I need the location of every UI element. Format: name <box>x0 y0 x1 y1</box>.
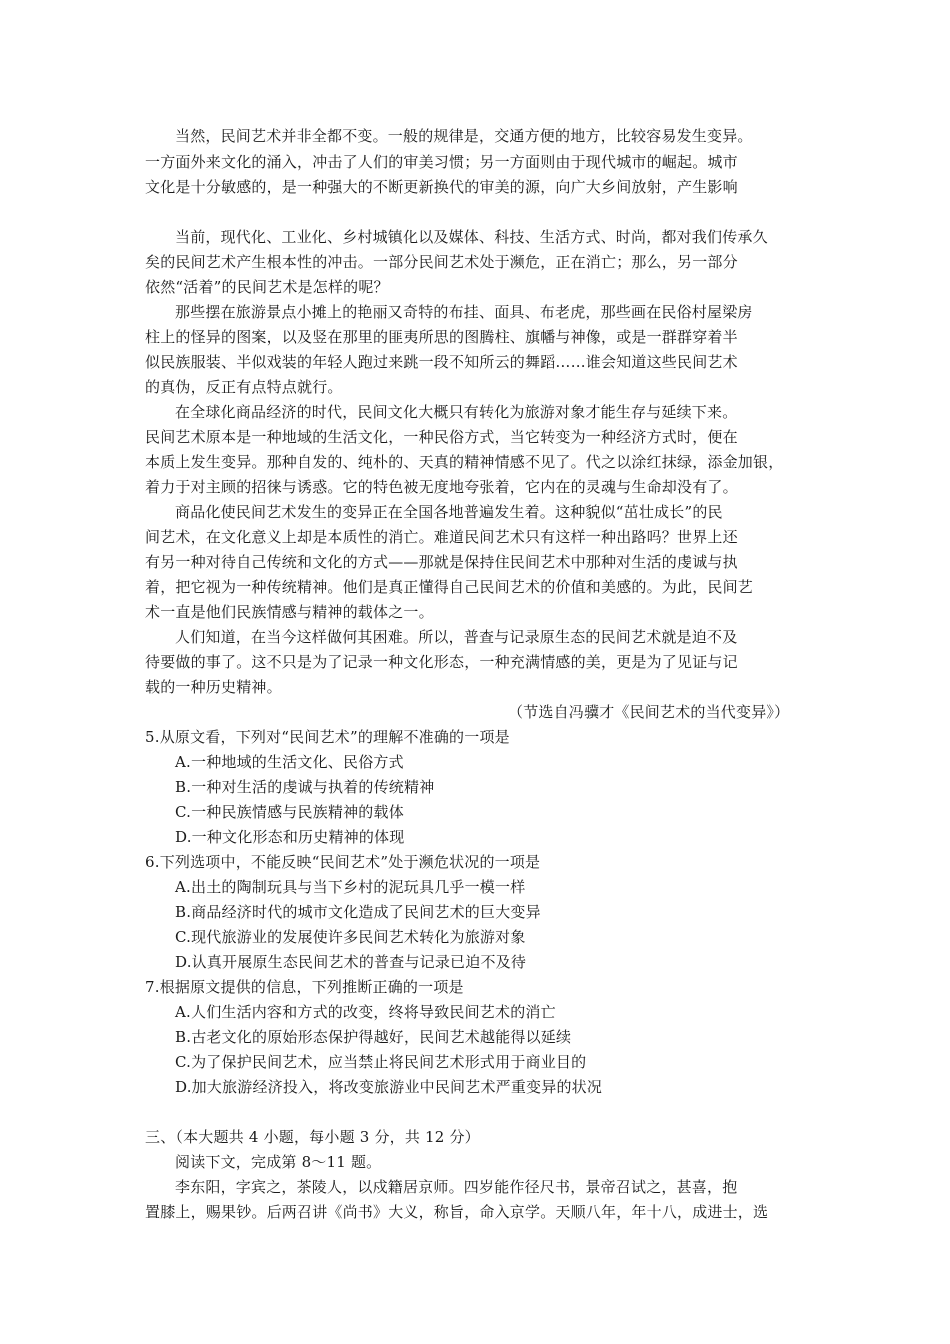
passage-p2-line: 依然“活着”的民间艺术是怎样的呢？ <box>145 278 389 296</box>
passage-p5-line: 术一直是他们民族情感与精神的载体之一。 <box>145 603 434 621</box>
answer-option: A.一种地域的生活文化、民俗方式 <box>175 753 404 771</box>
passage-p6-line: 载的一种历史精神。 <box>145 678 282 696</box>
question-stem: 5.从原文看，下列对“民间艺术”的理解不准确的一项是 <box>145 728 510 746</box>
answer-option: C.为了保护民间艺术，应当禁止将民间艺术形式用于商业目的 <box>175 1053 587 1071</box>
answer-option: B.古老文化的原始形态保护得越好，民间艺术越能得以延续 <box>175 1028 572 1046</box>
passage-p5-line: 着，把它视为一种传统精神。他们是真正懂得自己民间艺术的价值和美感的。为此，民间艺 <box>145 578 754 596</box>
answer-option: D.加大旅游经济投入，将改变旅游业中民间艺术严重变异的状况 <box>175 1078 603 1096</box>
passage-p3-line: 似民族服装、半似戏装的年轻人跑过来跳一段不知所云的舞蹈……谁会知道这些民间艺术 <box>145 353 738 371</box>
passage-p3-line: 的真伪，反正有点特点就行。 <box>145 378 343 396</box>
source-citation: （节选自冯骥才《民间艺术的当代变异》） <box>508 703 790 721</box>
passage-p5-line: 间艺术，在文化意义上却是本质性的消亡。难道民间艺术只有这样一种出路吗？世界上还 <box>145 528 738 546</box>
passage-p1-line: 当然，民间艺术并非全都不变。一般的规律是，交通方便的地方，比较容易发生变异。 <box>175 127 753 145</box>
answer-option: B.商品经济时代的城市文化造成了民间艺术的巨大变异 <box>175 903 541 921</box>
answer-option: D.认真开展原生态民间艺术的普查与记录已迫不及待 <box>175 953 527 971</box>
answer-option: C.一种民族情感与民族精神的载体 <box>175 803 404 821</box>
answer-option: D.一种文化形态和历史精神的体现 <box>175 828 405 846</box>
classical-text-line: 置膝上，赐果钞。后两召讲《尚书》大义，称旨，命入京学。天顺八年，年十八，成进士，选 <box>145 1203 769 1221</box>
passage-p4-line: 本质上发生变异。那种自发的、纯朴的、天真的精神情感不见了。代之以涂红抹绿，添金加银， <box>145 453 784 471</box>
passage-p5-line: 有另一种对待自己传统和文化的方式——那就是保持住民间艺术中那种对生活的虔诚与执 <box>145 553 738 571</box>
passage-p1-line: 一方面外来文化的涌入，冲击了人们的审美习惯；另一方面则由于现代城市的崛起。城市 <box>145 153 738 171</box>
passage-p5-line: 商品化使民间艺术发生的变异正在全国各地普遍发生着。这种貌似“茁壮成长”的民 <box>175 503 723 521</box>
passage-p1-line: 文化是十分敏感的，是一种强大的不断更新换代的审美的源，向广大乡间放射，产生影响 <box>145 178 738 196</box>
passage-p2-line: 矣的民间艺术产生根本性的冲击。一部分民间艺术处于濒危，正在消亡；那么，另一部分 <box>145 253 738 271</box>
section-heading: 三、（本大题共 4 小题，每小题 3 分，共 12 分） <box>145 1128 480 1146</box>
answer-option: A.出土的陶制玩具与当下乡村的泥玩具几乎一模一样 <box>175 878 526 896</box>
passage-p6-line: 人们知道，在当今这样做何其困难。所以，普查与记录原生态的民间艺术就是迫不及 <box>175 628 738 646</box>
passage-p3-line: 那些摆在旅游景点小摊上的艳丽又奇特的布挂、面具、布老虎，那些画在民俗村屋梁房 <box>175 303 753 321</box>
passage-p4-line: 民间艺术原本是一种地域的生活文化，一种民俗方式，当它转变为一种经济方式时，便在 <box>145 428 738 446</box>
question-stem: 7.根据原文提供的信息，下列推断正确的一项是 <box>145 978 464 996</box>
question-stem: 6.下列选项中，不能反映“民间艺术”处于濒危状况的一项是 <box>145 853 541 871</box>
passage-p4-line: 着力于对主顾的招徕与诱惑。它的特色被无度地夸张着，它内在的灵魂与生命却没有了。 <box>145 478 738 496</box>
passage-p6-line: 待要做的事了。这不只是为了记录一种文化形态，一种充满情感的美，更是为了见证与记 <box>145 653 738 671</box>
answer-option: B.一种对生活的虔诚与执着的传统精神 <box>175 778 435 796</box>
passage-p3-line: 柱上的怪异的图案，以及竖在那里的匪夷所思的图腾柱、旗幡与神像，或是一群群穿着半 <box>145 328 738 346</box>
answer-option: A.人们生活内容和方式的改变，终将导致民间艺术的消亡 <box>175 1003 556 1021</box>
classical-text-line: 李东阳，字宾之，茶陵人，以戍籍居京师。四岁能作径尺书，景帝召试之，甚喜，抱 <box>175 1178 738 1196</box>
answer-option: C.现代旅游业的发展使许多民间艺术转化为旅游对象 <box>175 928 526 946</box>
passage-p2-line: 当前，现代化、工业化、乡村城镇化以及媒体、科技、生活方式、时尚，都对我们传承久 <box>175 228 768 246</box>
section-instruction: 阅读下文，完成第 8～11 题。 <box>175 1153 382 1171</box>
passage-p4-line: 在全球化商品经济的时代，民间文化大概只有转化为旅游对象才能生存与延续下来。 <box>175 403 738 421</box>
